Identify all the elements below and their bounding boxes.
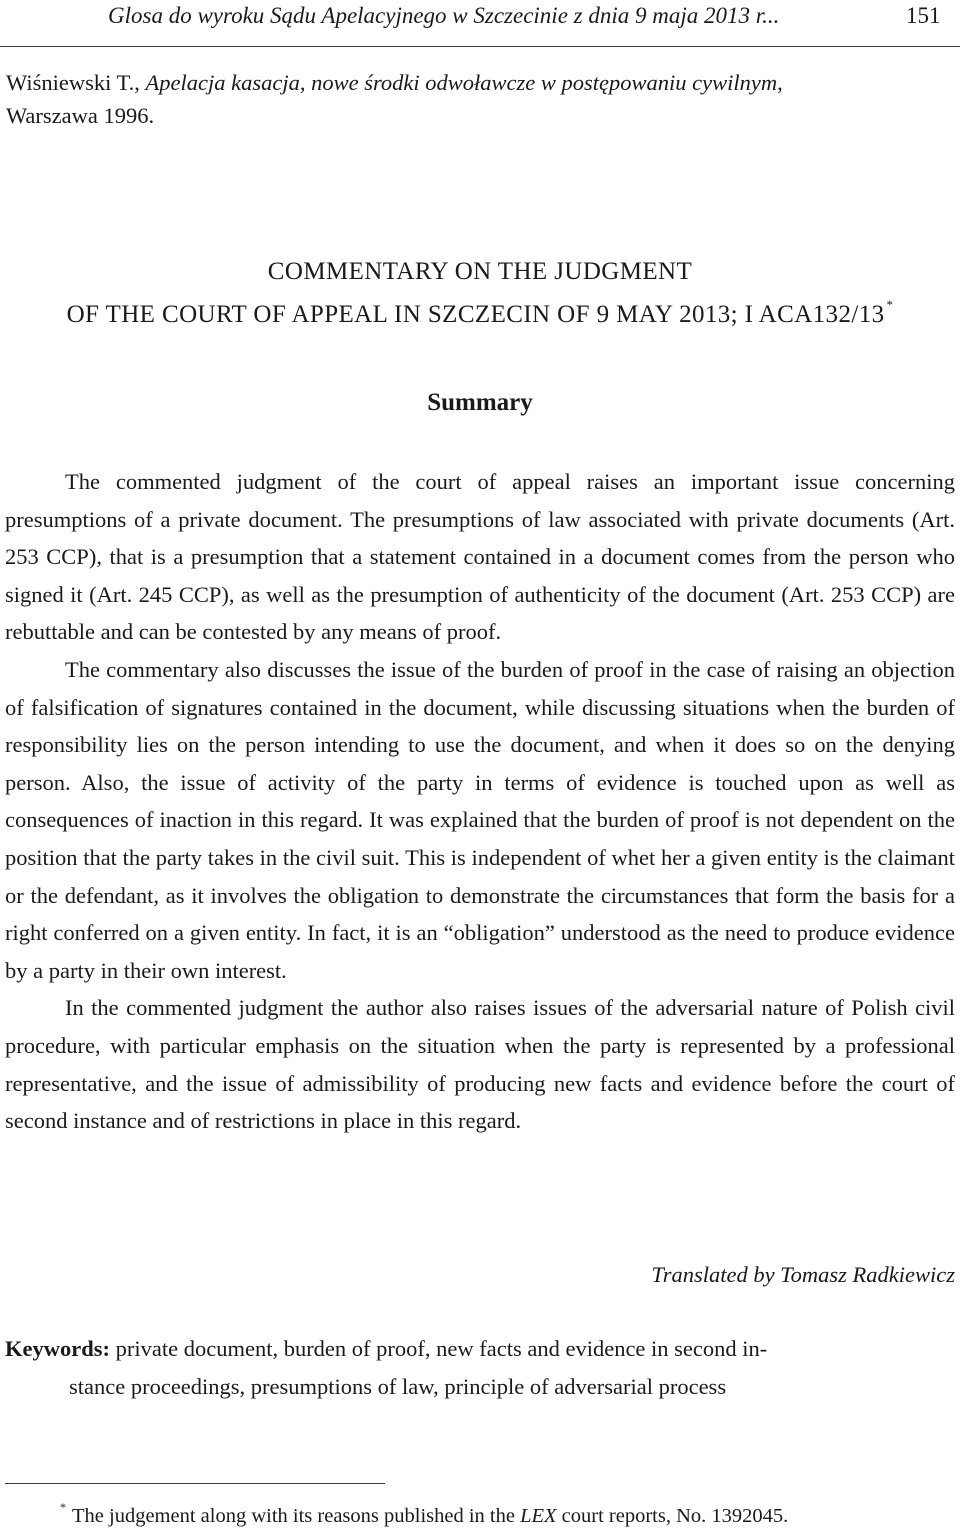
summary-body — [5, 463, 955, 1140]
bibliography-entry — [6, 66, 956, 132]
article-title-line-2 — [0, 297, 960, 329]
footnote-source: LEX — [520, 1505, 557, 1527]
running-title: Glosa do wyroku Sądu Apelacyjnego w Szczecinie z dnia 9 maja 2013 r... — [108, 3, 780, 28]
summary-paragraph: In the commented judgment the author also raises issues of the adversarial nature of Polish civil procedure, with particular emphasis on the situation when the party is represented by a professional representative, and the issue of admissibility of producing new facts and evidence before the court of second instance and of restrictions in place in this regard. — [5, 995, 955, 1134]
article-title-line-1: COMMENTARY ON THE JUDGMENT — [267, 258, 693, 285]
keywords-line-1: private document, burden of proof, new facts and evidence in second in- — [110, 1336, 768, 1361]
keywords — [5, 1330, 955, 1406]
footnote-text-end: court reports, No. 1392045. — [556, 1505, 789, 1527]
title-footnote-mark: * — [886, 297, 894, 312]
page-number: 151 — [906, 3, 941, 28]
keywords-line-2: stance proceedings, presumptions of law, principle of adversarial process — [69, 1374, 727, 1399]
keywords-label: Keywords: — [5, 1336, 110, 1361]
translator-credit: Translated by Tomasz Radkiewicz — [651, 1262, 955, 1287]
footnote-text-start: The judgement along with its reasons published in the — [72, 1505, 521, 1527]
footnote — [60, 1500, 788, 1528]
summary-paragraph: The commented judgment of the court of appeal raises an important issue concerning presumptions of a private document. The presumptions of law associated with private documents (Art. 253 CCP), that is a presumption that a statement contained in a document comes from the person who signed it (Art. 245 CCP), as well as the presumption of authenticity of the document (Art. 253 CCP) are rebuttable and can be contested by any means of proof. — [5, 469, 955, 645]
footnote-divider — [5, 1483, 385, 1484]
footnote-mark: * — [60, 1500, 66, 1514]
reference-author: Wiśniewski T., — [6, 70, 146, 95]
reference-title: Apelacja kasacja, nowe środki odwoławcze w postępowaniu cywilnym, — [145, 70, 783, 95]
summary-heading: Summary — [427, 389, 533, 416]
summary-paragraph: The commentary also discusses the issue of the burden of proof in the case of raising an objection of falsification of signatures contained in the document, while discussing situations when the burden of responsibility lies on the person intending to use the document, and when it does so on the denying person. Also, the issue of activity of the party in terms of evidence is touched upon as well as consequences of inaction in this regard. It was explained that the burden of proof is not dependent on the position that the party takes in the civil suit. This is independent of whet her a given entity is the claimant or the defendant, as it involves the obligation to demonstrate the circumstances that form the basis for a right conferred on a given entity. In fact, it is an “obligation” understood as the need to produce evidence by a party in their own interest. — [5, 656, 955, 983]
reference-place-year: Warszawa 1996. — [6, 103, 155, 128]
article-title-text: OF THE COURT OF APPEAL IN SZCZECIN OF 9 MAY 2013; I ACA132/13 — [66, 301, 885, 328]
